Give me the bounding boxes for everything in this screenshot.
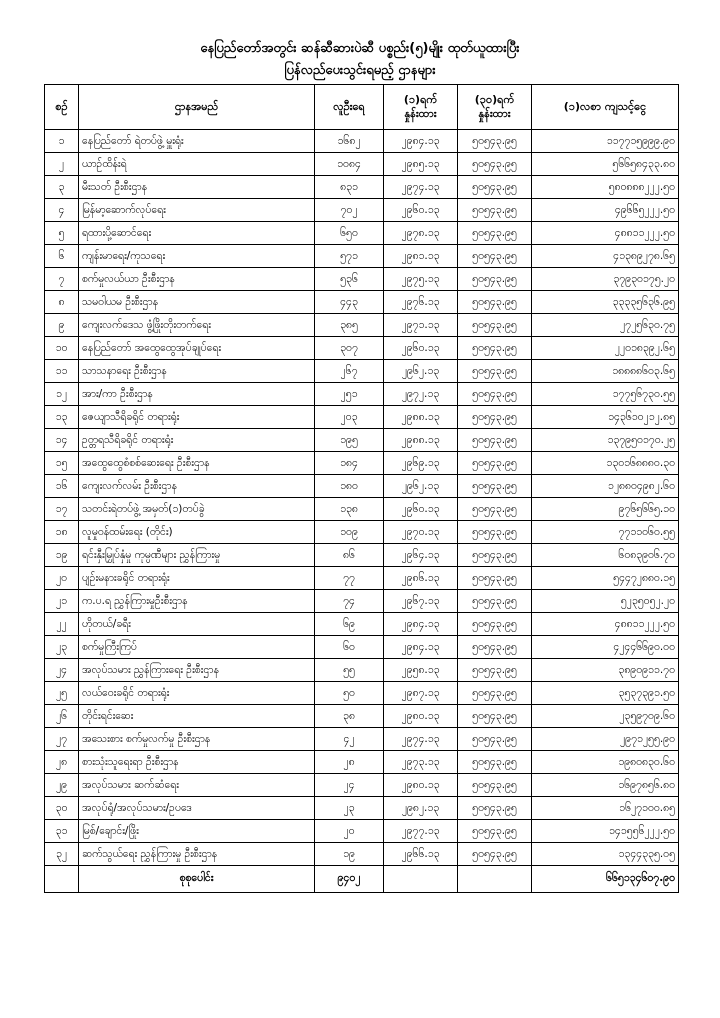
cell-department: သတင်းရဲတပ်ဖွဲ့ အမှတ်(၁)တပ်ခွဲ <box>79 498 315 521</box>
cell-department: နေပြည်တော် ရဲတပ်ဖွဲ့ မှူးရုံး <box>79 130 315 153</box>
cell-monthly-amount: ၂၇၂၅၆၃၀.၇၅ <box>532 314 679 337</box>
cell-monthly-amount: ၂၂၀၁၈၃၉၂.၆၅ <box>532 337 679 360</box>
cell-no: ၅ <box>45 222 79 245</box>
cell-department: မီးသတ် ဦးစီးဌာန <box>79 176 315 199</box>
cell-people: ၂၄ <box>315 774 384 797</box>
cell-people: ၂၅၁ <box>315 383 384 406</box>
cell-daily-rate: ၂၉၈၄.၁၃ <box>384 130 458 153</box>
cell-monthly-amount: ၄၉၆၆၅၂၂၂.၅၀ <box>532 199 679 222</box>
cell-people: ၇၀၂ <box>315 199 384 222</box>
cell-30day-rate: ၅၀၅၄၃.၉၅ <box>458 590 532 613</box>
cell-people: ၁၆၈၂ <box>315 130 384 153</box>
cell-no: ၇ <box>45 268 79 291</box>
cell-monthly-amount: ၅၂၃၅၀၅၂.၂၀ <box>532 590 679 613</box>
cell-no: ၂ <box>45 153 79 176</box>
table-row <box>45 521 679 544</box>
table-total-row <box>45 866 679 893</box>
cell-people: ၇၄ <box>315 590 384 613</box>
cell-daily-rate: ၂၉၆၇.၁၃ <box>384 590 458 613</box>
table-row <box>45 613 679 636</box>
cell-monthly-amount: ၅၈၀၈၈၈၂၂၂.၅၀ <box>532 176 679 199</box>
table-row <box>45 751 679 774</box>
cell-people: ၁၉ <box>315 843 384 866</box>
table-row <box>45 245 679 268</box>
total-people: ၉၄၀၂ <box>315 866 384 893</box>
cell-department: မြစ်/ချောင်း/ဖြိုး <box>79 820 315 843</box>
cell-people: ၂၀ <box>315 820 384 843</box>
cell-daily-rate: ၂၉၅၈.၁၃ <box>384 659 458 682</box>
cell-30day-rate: ၅၀၅၄၃.၉၅ <box>458 360 532 383</box>
cell-department: အထွေထွေစံစစ်ဆေးရေး ဦးစီးဌာန <box>79 452 315 475</box>
cell-department: လူမှုဝန်ထမ်းရေး (တိုင်း) <box>79 521 315 544</box>
cell-no: ၆ <box>45 245 79 268</box>
cell-no: ၁၄ <box>45 429 79 452</box>
table-row <box>45 429 679 452</box>
cell-people: ၁၃၈ <box>315 498 384 521</box>
cell-people: ၁၈၀ <box>315 475 384 498</box>
cell-daily-rate: ၂၉၈၀.၁၃ <box>384 774 458 797</box>
header-people: လူဦးရေ <box>315 85 384 130</box>
cell-30day-rate: ၅၀၅၄၃.၉၅ <box>458 613 532 636</box>
cell-people: ၄၄၃ <box>315 291 384 314</box>
cell-people: ၇၇ <box>315 567 384 590</box>
cell-department: စက်မှုကြီးကြပ် <box>79 636 315 659</box>
table-row <box>45 291 679 314</box>
cell-monthly-amount: ၁၇၇၅၆၇၃၀.၅၅ <box>532 383 679 406</box>
cell-daily-rate: ၂၉၇၁.၁၃ <box>384 314 458 337</box>
cell-monthly-amount: ၃၈၉၀၉၁၁.၇၀ <box>532 659 679 682</box>
cell-monthly-amount: ၁၈၈၈၈၆၀၃.၆၅ <box>532 360 679 383</box>
cell-daily-rate: ၂၉၈၂.၁၃ <box>384 797 458 820</box>
cell-department: တိုင်းရင်းဆေး <box>79 705 315 728</box>
cell-monthly-amount: ၁၄၃၆၁၀၂၁၂.၈၅ <box>532 406 679 429</box>
table-row <box>45 636 679 659</box>
cell-daily-rate: ၂၉၇၃.၁၃ <box>384 751 458 774</box>
cell-30day-rate: ၅၀၅၄၃.၉၅ <box>458 429 532 452</box>
cell-30day-rate: ၅၀၅၄၃.၉၅ <box>458 337 532 360</box>
cell-people: ၁၉၅ <box>315 429 384 452</box>
cell-monthly-amount: ၁၆၂၇၁၀၀.၈၅ <box>532 797 679 820</box>
departments-table <box>44 84 679 893</box>
cell-daily-rate: ၂၉၈၈.၁၃ <box>384 429 458 452</box>
table-row <box>45 728 679 751</box>
table-row <box>45 682 679 705</box>
cell-monthly-amount: ၁၄၁၅၅၆၂၂၂.၅၀ <box>532 820 679 843</box>
table-row <box>45 337 679 360</box>
cell-no: ၂၃ <box>45 636 79 659</box>
cell-no: ၂၅ <box>45 682 79 705</box>
cell-30day-rate: ၅၀၅၄၃.၉၅ <box>458 475 532 498</box>
cell-no: ၁၆ <box>45 475 79 498</box>
total-label: စုစုပေါင်း <box>79 866 315 893</box>
cell-daily-rate: ၂၉၈၄.၁၃ <box>384 613 458 636</box>
cell-30day-rate: ၅၀၅၄၃.၉၅ <box>458 728 532 751</box>
cell-monthly-amount: ၁၂၈၈၀၄၉၈၂.၆၀ <box>532 475 679 498</box>
cell-department: ကျေးလက်လမ်း ဦးစီးဌာန <box>79 475 315 498</box>
cell-daily-rate: ၂၉၆၀.၁၃ <box>384 199 458 222</box>
header-daily-rate: (၁)ရက် နှုန်းထား <box>384 85 458 130</box>
cell-30day-rate: ၅၀၅၄၃.၉၅ <box>458 567 532 590</box>
cell-30day-rate: ၅၀၅၄၃.၉၅ <box>458 153 532 176</box>
cell-people: ၃၈၅ <box>315 314 384 337</box>
cell-department: က.ပ.ရ ညွှန်ကြားမှုဦးစီးဌာန <box>79 590 315 613</box>
cell-department: ကျန်းမာရေး/ကုသရေး <box>79 245 315 268</box>
cell-people: ၆၉ <box>315 613 384 636</box>
cell-department: သာသနာရေး ဦးစီးဌာန <box>79 360 315 383</box>
cell-30day-rate: ၅၀၅၄၃.၉၅ <box>458 383 532 406</box>
cell-daily-rate: ၂၉၈၄.၁၃ <box>384 636 458 659</box>
cell-30day-rate: ၅၀၅၄၃.၉၅ <box>458 751 532 774</box>
cell-no: ၃ <box>45 176 79 199</box>
cell-30day-rate: ၅၀၅၄၃.၉၅ <box>458 130 532 153</box>
document-title: နေပြည်တော်အတွင်း ဆန်ဆီဆားပဲဆီ ပစ္စည်း(၅)မျိုး ထုတ်ယူထားပြီး <box>200 41 520 56</box>
cell-30day-rate: ၅၀၅၄၃.၉၅ <box>458 774 532 797</box>
table-row <box>45 360 679 383</box>
cell-monthly-amount: ၅၄၄၇၂၈၈၀.၁၅ <box>532 567 679 590</box>
cell-monthly-amount: ၁၃၇၉၅၀၁၇၀.၂၅ <box>532 429 679 452</box>
cell-daily-rate: ၂၉၆၂.၁၃ <box>384 360 458 383</box>
cell-people: ၄၂ <box>315 728 384 751</box>
table-row <box>45 659 679 682</box>
cell-people: ၃၈ <box>315 705 384 728</box>
cell-no: ၁၁ <box>45 360 79 383</box>
table-row <box>45 774 679 797</box>
cell-daily-rate: ၂၉၇၇.၁၃ <box>384 820 458 843</box>
cell-department: ဇေယျာသီရိခရိုင် တရားရုံး <box>79 406 315 429</box>
cell-monthly-amount: ၄၂၄၄၆၆၉၀.၀၀ <box>532 636 679 659</box>
cell-monthly-amount: ၃၃၃၃၅၆၃၆.၉၅ <box>532 291 679 314</box>
cell-no: ၁၂ <box>45 383 79 406</box>
cell-30day-rate: ၅၀၅၄၃.၉၅ <box>458 521 532 544</box>
cell-department: ဟိုတယ်/ခရီး <box>79 613 315 636</box>
cell-30day-rate: ၅၀၅၄၃.၉၅ <box>458 659 532 682</box>
cell-daily-rate: ၂၉၆၄.၁၃ <box>384 544 458 567</box>
cell-people: ၂၈ <box>315 751 384 774</box>
cell-department: ဥတ္တရသီရိခရိုင် တရားရုံး <box>79 429 315 452</box>
table-row <box>45 199 679 222</box>
cell-department: အလုပ်ရုံ/အလုပ်သမား/ဥပဒေ <box>79 797 315 820</box>
cell-daily-rate: ၂၉၈၁.၁၃ <box>384 245 458 268</box>
total-blank-3 <box>384 866 458 893</box>
document-subtitle: ပြန်လည်ပေးသွင်းရမည့် ဌာနများ <box>284 63 436 78</box>
table-row <box>45 383 679 406</box>
cell-department: စားသုံးသူရေးရာ ဦးစီးဌာန <box>79 751 315 774</box>
cell-department: ကျေးလက်ဒေသ ဖွံ့ဖြိုးတိုးတက်ရေး <box>79 314 315 337</box>
total-blank-4 <box>458 866 532 893</box>
cell-monthly-amount: ၁၆၉၇၈၅၆.၈၀ <box>532 774 679 797</box>
cell-monthly-amount: ၇၇၁၁၀၆၀.၅၅ <box>532 521 679 544</box>
cell-people: ၂၀၃ <box>315 406 384 429</box>
table-row <box>45 268 679 291</box>
cell-monthly-amount: ၂၉၇၁၂၅၅.၉၀ <box>532 728 679 751</box>
table-row <box>45 843 679 866</box>
cell-30day-rate: ၅၀၅၄၃.၉၅ <box>458 245 532 268</box>
cell-30day-rate: ၅၀၅၄၃.၉၅ <box>458 636 532 659</box>
cell-daily-rate: ၂၉၇၀.၁၃ <box>384 521 458 544</box>
cell-daily-rate: ၂၉၆၉.၁၃ <box>384 452 458 475</box>
cell-30day-rate: ၅၀၅၄၃.၉၅ <box>458 705 532 728</box>
cell-daily-rate: ၂၉၈၆.၁၃ <box>384 567 458 590</box>
table-row <box>45 222 679 245</box>
cell-30day-rate: ၅၀၅၄၃.၉၅ <box>458 406 532 429</box>
cell-people: ၁၀၉ <box>315 521 384 544</box>
cell-daily-rate: ၂၉၆၂.၁၃ <box>384 475 458 498</box>
cell-monthly-amount: ၄၈၈၁၁၂၂၂.၅၀ <box>532 222 679 245</box>
cell-daily-rate: ၂၉၇၅.၁၃ <box>384 268 458 291</box>
cell-department: ရထားပို့ဆောင်ရေး <box>79 222 315 245</box>
cell-monthly-amount: ၃၇၉၃၀၁၇၅.၂၀ <box>532 268 679 291</box>
cell-monthly-amount: ၅၆၆၅၈၄၃၃.၈၀ <box>532 153 679 176</box>
cell-department: လယ်ဝေးခရိုင် တရားရုံး <box>79 682 315 705</box>
table-row <box>45 567 679 590</box>
cell-people: ၅၅ <box>315 659 384 682</box>
cell-department: ယာဉ်ထိန်းရဲ <box>79 153 315 176</box>
table-row <box>45 130 679 153</box>
cell-daily-rate: ၂၉၇၄.၁၃ <box>384 176 458 199</box>
cell-no: ၂၄ <box>45 659 79 682</box>
cell-30day-rate: ၅၀၅၄၃.၉၅ <box>458 199 532 222</box>
cell-department: စက်မှုလယ်ယာ ဦးစီးဌာန <box>79 268 315 291</box>
cell-no: ၉ <box>45 314 79 337</box>
cell-30day-rate: ၅၀၅၄၃.၉၅ <box>458 222 532 245</box>
cell-no: ၂၀ <box>45 567 79 590</box>
header-30day-rate: (၃၀)ရက် နှုန်းထား <box>458 85 532 130</box>
cell-no: ၂၉ <box>45 774 79 797</box>
cell-no: ၃၂ <box>45 843 79 866</box>
cell-department: အလုပ်သမား ညွှန်ကြားရေး ဦးစီးဌာန <box>79 659 315 682</box>
cell-monthly-amount: ၄၈၈၁၁၂၂၂.၅၀ <box>532 613 679 636</box>
cell-department: ရင်းနှီးမြှုပ်နှံမှု ကုမ္ပဏီများ ညွှန်ကြားမှု <box>79 544 315 567</box>
cell-people: ၃၀၇ <box>315 337 384 360</box>
table-row <box>45 314 679 337</box>
cell-monthly-amount: ၁၃၀၁၆၈၈၈၀.၃၀ <box>532 452 679 475</box>
cell-people: ၂၆၇ <box>315 360 384 383</box>
cell-monthly-amount: ၁၃၄၄၃၃၅.၀၅ <box>532 843 679 866</box>
header-department: ဌာနအမည် <box>79 85 315 130</box>
table-row <box>45 820 679 843</box>
cell-30day-rate: ၅၀၅၄၃.၉၅ <box>458 291 532 314</box>
cell-daily-rate: ၂၉၈၇.၁၃ <box>384 682 458 705</box>
total-blank <box>45 866 79 893</box>
cell-30day-rate: ၅၀၅၄၃.၉၅ <box>458 498 532 521</box>
table-row <box>45 475 679 498</box>
cell-no: ၂၁ <box>45 590 79 613</box>
cell-monthly-amount: ၉၇၆၅၆၆၅.၁၀ <box>532 498 679 521</box>
cell-daily-rate: ၂၉၈၅.၁၃ <box>384 153 458 176</box>
cell-monthly-amount: ၁၉၈၀၈၃၀.၆၀ <box>532 751 679 774</box>
cell-no: ၈ <box>45 291 79 314</box>
cell-people: ၂၃ <box>315 797 384 820</box>
cell-monthly-amount: ၁၁၇၇၁၅၉၉၉.၉၀ <box>532 130 679 153</box>
cell-no: ၁ <box>45 130 79 153</box>
cell-people: ၁၀၈၄ <box>315 153 384 176</box>
cell-department: အား/ကာ ဦးစီးဌာန <box>79 383 315 406</box>
cell-people: ၈၃၁ <box>315 176 384 199</box>
cell-people: ၈၆ <box>315 544 384 567</box>
cell-daily-rate: ၂၉၆၆.၁၃ <box>384 843 458 866</box>
cell-no: ၃၀ <box>45 797 79 820</box>
cell-department: အလုပ်သမား ဆက်ဆံရေး <box>79 774 315 797</box>
cell-no: ၁၉ <box>45 544 79 567</box>
cell-30day-rate: ၅၀၅၄၃.၉၅ <box>458 843 532 866</box>
table-header-row <box>45 85 679 130</box>
cell-30day-rate: ၅၀၅၄၃.၉၅ <box>458 682 532 705</box>
table-row <box>45 406 679 429</box>
cell-people: ၅၃၆ <box>315 268 384 291</box>
cell-department: ပျဉ်းမနားခရိုင် တရားရုံး <box>79 567 315 590</box>
cell-daily-rate: ၂၉၇၄.၁၃ <box>384 728 458 751</box>
cell-30day-rate: ၅၀၅၄၃.၉၅ <box>458 797 532 820</box>
cell-30day-rate: ၅၀၅၄၃.၉၅ <box>458 314 532 337</box>
cell-department: သမဝါယမ ဦးစီးဌာန <box>79 291 315 314</box>
cell-daily-rate: ၂၉၈၈.၁၃ <box>384 406 458 429</box>
cell-daily-rate: ၂၉၆၀.၁၃ <box>384 498 458 521</box>
cell-people: ၆၀ <box>315 636 384 659</box>
cell-30day-rate: ၅၀၅၄၃.၉၅ <box>458 544 532 567</box>
cell-no: ၁၅ <box>45 452 79 475</box>
cell-department: မြန်မာ့ဆောက်လုပ်ရေး <box>79 199 315 222</box>
cell-daily-rate: ၂၉၈၀.၁၃ <box>384 705 458 728</box>
cell-daily-rate: ၂၉၇၂.၁၃ <box>384 383 458 406</box>
cell-people: ၅၀ <box>315 682 384 705</box>
cell-no: ၂၇ <box>45 728 79 751</box>
header-monthly-amount: (၁)လစာ ကျသင့်ငွေ <box>532 85 679 130</box>
cell-no: ၁၀ <box>45 337 79 360</box>
cell-daily-rate: ၂၉၇၈.၁၃ <box>384 222 458 245</box>
table-row <box>45 797 679 820</box>
cell-department: အသေးစား စက်မှုလက်မှု ဦးစီးဌာန <box>79 728 315 751</box>
header-no: စဉ် <box>45 85 79 130</box>
cell-no: ၄ <box>45 199 79 222</box>
cell-no: ၂၂ <box>45 613 79 636</box>
table-row <box>45 176 679 199</box>
cell-people: ၅၇၁ <box>315 245 384 268</box>
cell-daily-rate: ၂၉၆၀.၁၃ <box>384 337 458 360</box>
table-row <box>45 498 679 521</box>
cell-monthly-amount: ၄၁၃၈၉၂၇၈.၆၅ <box>532 245 679 268</box>
cell-monthly-amount: ၂၃၅၉၇၀၉.၆၀ <box>532 705 679 728</box>
table-row <box>45 544 679 567</box>
cell-monthly-amount: ၃၅၃၇၃၉၁.၅၀ <box>532 682 679 705</box>
cell-no: ၂၈ <box>45 751 79 774</box>
cell-monthly-amount: ၆၀၈၃၉၀၆.၇၀ <box>532 544 679 567</box>
table-row <box>45 590 679 613</box>
cell-no: ၁၃ <box>45 406 79 429</box>
cell-no: ၁၈ <box>45 521 79 544</box>
cell-30day-rate: ၅၀၅၄၃.၉၅ <box>458 176 532 199</box>
cell-people: ၆၅၀ <box>315 222 384 245</box>
cell-30day-rate: ၅၀၅၄၃.၉၅ <box>458 820 532 843</box>
total-amount: ၆၆၅၁၃၄၆၀၇.၉၀ <box>532 866 679 893</box>
table-row <box>45 705 679 728</box>
table-row <box>45 153 679 176</box>
cell-30day-rate: ၅၀၅၄၃.၉၅ <box>458 268 532 291</box>
cell-no: ၃၁ <box>45 820 79 843</box>
cell-daily-rate: ၂၉၇၆.၁၃ <box>384 291 458 314</box>
table-row <box>45 452 679 475</box>
cell-no: ၂၆ <box>45 705 79 728</box>
cell-no: ၁၇ <box>45 498 79 521</box>
cell-department: နေပြည်တော် အထွေထွေအုပ်ချုပ်ရေး <box>79 337 315 360</box>
cell-people: ၁၈၄ <box>315 452 384 475</box>
cell-30day-rate: ၅၀၅၄၃.၉၅ <box>458 452 532 475</box>
cell-department: ဆက်သွယ်ရေး ညွှန်ကြားမှု ဦးစီးဌာန <box>79 843 315 866</box>
